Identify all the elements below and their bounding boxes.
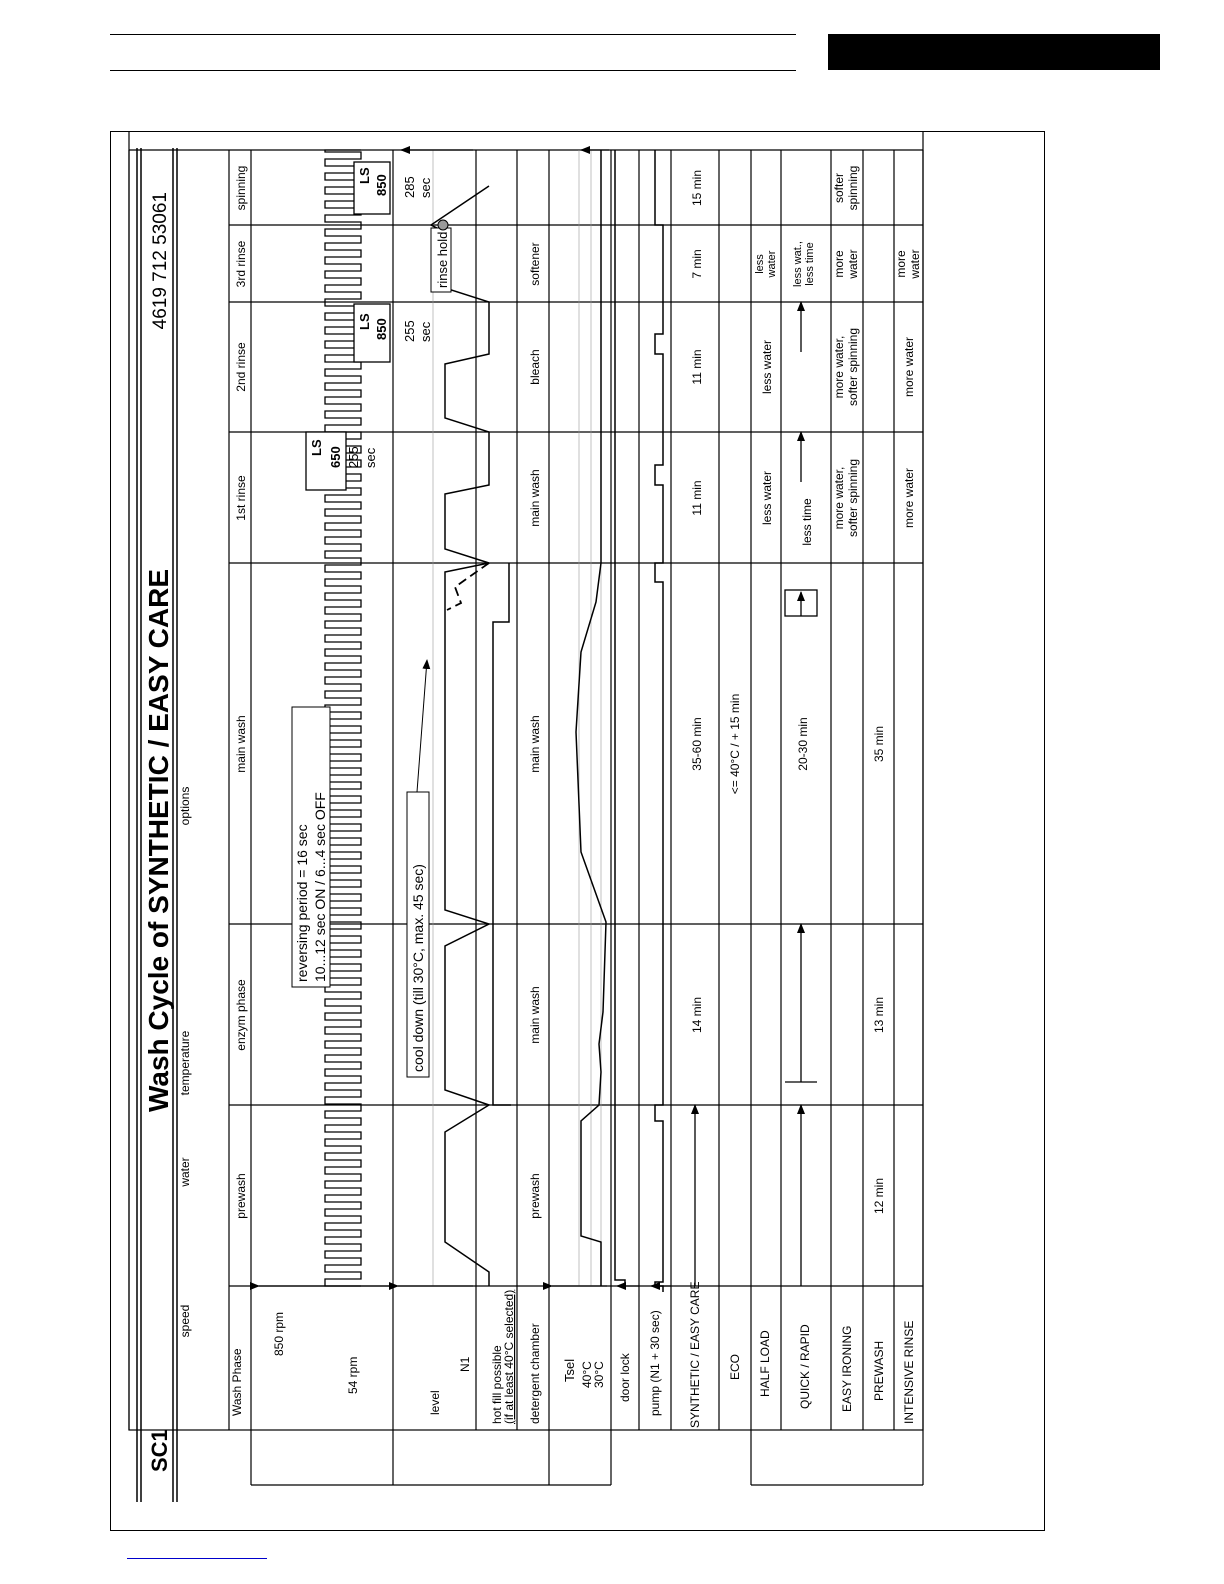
- phase-header-1st-rinse: 1st rinse: [234, 475, 248, 521]
- group-label-speed: speed: [178, 1304, 192, 1338]
- group-label-water: water: [178, 1157, 192, 1187]
- detergent-2nd-rinse: bleach: [528, 349, 542, 385]
- row-label-hot-fill: hot fill possible: [490, 1345, 504, 1424]
- reversing-note-line1: reversing period = 16 sec: [294, 824, 310, 982]
- row-label-quick-rapid: QUICK / RAPID: [798, 1324, 812, 1409]
- header-black-bar: [828, 34, 1160, 70]
- header-rule-top: [110, 34, 796, 35]
- prewash-option-main-time: 35 min: [872, 725, 886, 763]
- half-load-rinse2: less water: [760, 339, 774, 395]
- eco-note: <= 40°C / + 15 min: [728, 693, 742, 795]
- phase-header-spinning: spinning: [234, 165, 248, 211]
- ls-sec-b: sec: [418, 321, 433, 342]
- ls-time-255-a: 255: [346, 446, 361, 468]
- quick-arrows: [785, 302, 817, 1286]
- synthetic-main-time: 35-60 min: [690, 717, 704, 771]
- group-label-temperature: temperature: [178, 1030, 192, 1096]
- ls-speed-850-a: 850: [374, 318, 389, 340]
- group-label-options: options: [178, 786, 192, 826]
- row-label-prewash: PREWASH: [872, 1340, 886, 1401]
- half-load-rinse1: less water: [760, 470, 774, 526]
- intensive-rinse2: more water: [902, 336, 916, 398]
- row-label-synthetic: SYNTHETIC / EASY CARE: [688, 1281, 702, 1428]
- intensive-rinse3-a: more: [894, 250, 908, 278]
- document-number: 4619 712 53061: [150, 192, 171, 330]
- diagram-header: [137, 148, 177, 1502]
- table-grid: [129, 132, 923, 1430]
- easy-ironing-rinse3-b: water: [846, 249, 860, 279]
- detergent-1st-rinse: main wash: [528, 469, 542, 527]
- synthetic-rinse3-time: 7 min: [690, 249, 704, 279]
- hot-fill-line: [493, 563, 511, 1105]
- ls-time-285: 285: [402, 176, 417, 198]
- easy-ironing-spin-b: spinning: [846, 165, 860, 211]
- ls-sec-c: sec: [418, 177, 433, 198]
- quick-rinse1-note: less time: [800, 498, 814, 546]
- row-label-level: level: [428, 1390, 442, 1415]
- half-load-rinse3-b: water: [766, 250, 778, 278]
- row-label-detergent-chamber: detergent chamber: [528, 1323, 542, 1424]
- phase-header-2nd-rinse: 2nd rinse: [234, 342, 248, 392]
- easy-ironing-rinse1-b: softer spinning: [846, 458, 860, 538]
- row-label-850rpm: 850 rpm: [272, 1311, 286, 1356]
- ls-label-1: LS: [309, 439, 324, 456]
- prewash-option-enzym-time: 13 min: [872, 996, 886, 1034]
- row-label-half-load: HALF LOAD: [758, 1330, 772, 1397]
- quick-rinse3-b: less time: [804, 242, 816, 286]
- row-label-easy-ironing: EASY IRONING: [840, 1325, 854, 1412]
- row-label-40c: 40°C: [580, 1361, 594, 1388]
- easy-ironing-rinse1-a: more water,: [832, 466, 846, 530]
- phase-header-prewash: prewash: [234, 1173, 248, 1219]
- phase-header-main-wash: main wash: [234, 715, 248, 773]
- header-rule-bottom: [110, 70, 796, 71]
- row-label-30c: 30°C: [592, 1361, 606, 1388]
- row-label-hot-fill-condition: (if at least 40°C selected): [502, 1289, 516, 1424]
- row-label-n1: N1: [458, 1356, 472, 1372]
- ls-speed-850-b: 850: [374, 174, 389, 196]
- row-label-intensive-rinse: INTENSIVE RINSE: [902, 1320, 916, 1424]
- reversing-note-line2: 10...12 sec ON / 6...4 sec OFF: [312, 792, 328, 982]
- row-label-eco: ECO: [728, 1353, 742, 1380]
- footer-link-rule: [127, 1558, 267, 1559]
- ls-label-3: LS: [357, 167, 372, 184]
- easy-ironing-rinse2-b: softer spinning: [846, 327, 860, 407]
- easy-ironing-rinse3-a: more: [832, 250, 846, 278]
- diagram-title: Wash Cycle of SYNTHETIC / EASY CARE: [143, 569, 174, 1112]
- pump-line: [655, 150, 663, 1292]
- quick-rinse3-a: less wat.,: [792, 241, 804, 287]
- synthetic-rinse2-time: 11 min: [690, 349, 704, 385]
- half-load-rinse3-a: less: [754, 254, 766, 274]
- detergent-3rd-rinse: softener: [528, 242, 542, 286]
- ls-time-255-b: 255: [402, 320, 417, 342]
- ls-label-2: LS: [357, 313, 372, 330]
- row-label-door-lock: door lock: [618, 1353, 632, 1402]
- easy-ironing-rinse2-a: more water,: [832, 335, 846, 399]
- intensive-rinse3-b: water: [908, 249, 922, 279]
- phase-header-enzym: enzym phase: [234, 979, 248, 1051]
- row-label-tsel: Tsel: [562, 1358, 577, 1382]
- detergent-main-wash: main wash: [528, 715, 542, 773]
- diagram-code: SC1: [147, 1429, 172, 1472]
- prewash-option-prewash-time: 12 min: [872, 1177, 886, 1215]
- row-label-pump: pump (N1 + 30 sec): [648, 1310, 662, 1416]
- wash-cycle-diagram: [110, 131, 1045, 1531]
- synthetic-spin-time: 15 min: [690, 169, 704, 207]
- ls-speed-650: 650: [328, 446, 343, 468]
- row-label-54rpm: 54 rpm: [346, 1356, 360, 1394]
- ls-sec-a: sec: [363, 447, 378, 468]
- synthetic-enzym-time: 14 min: [690, 996, 704, 1034]
- cool-down-label: cool down (till 30°C, max. 45 sec): [410, 864, 426, 1072]
- synthetic-rinse1-time: 11 min: [690, 480, 704, 516]
- detergent-enzym: main wash: [528, 986, 542, 1044]
- door-lock-line: [615, 150, 625, 1286]
- detergent-prewash: prewash: [528, 1173, 542, 1219]
- row-label-wash-phase: Wash Phase: [230, 1348, 244, 1416]
- intensive-rinse1: more water: [902, 467, 916, 529]
- rinse-hold-label: rinse hold: [435, 231, 450, 288]
- phase-header-3rd-rinse: 3rd rinse: [234, 240, 248, 288]
- quick-main-time: 20-30 min: [796, 717, 810, 771]
- easy-ironing-spin-a: softer: [832, 172, 846, 204]
- group-label-column: [251, 1430, 923, 1485]
